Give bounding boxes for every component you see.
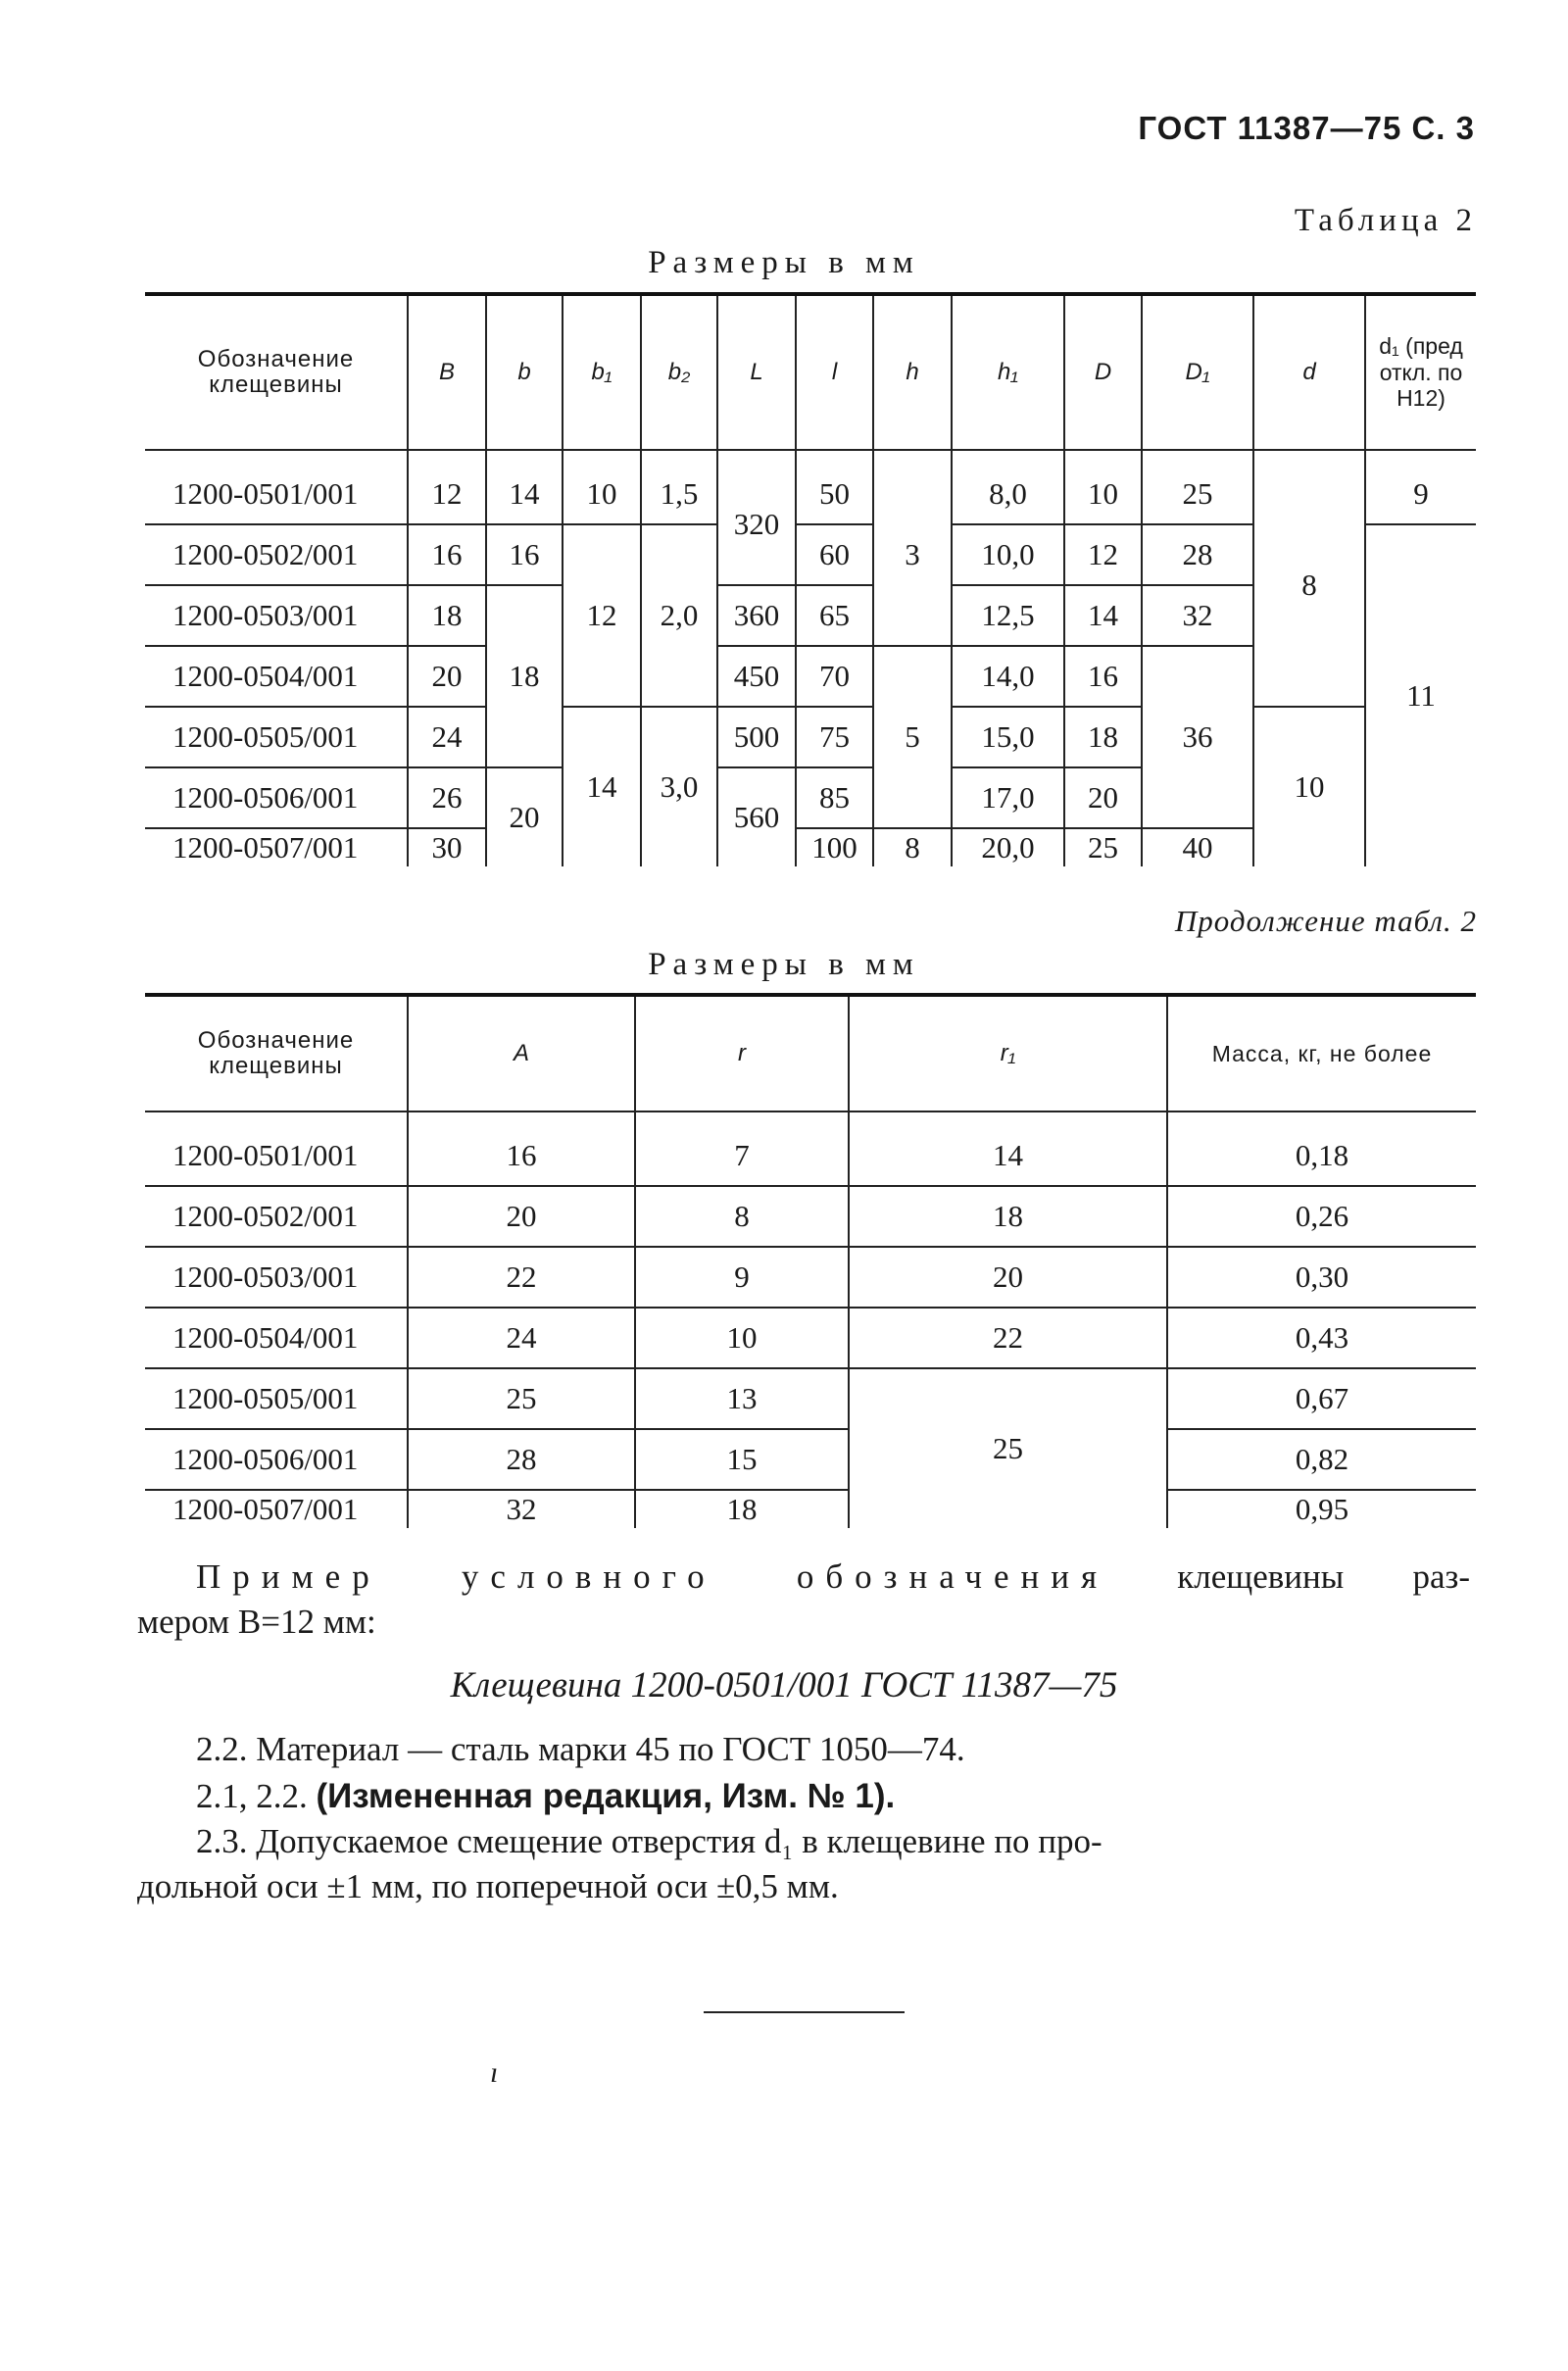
cell-r1: 14 bbox=[849, 1126, 1167, 1186]
cell-A: 28 bbox=[408, 1429, 635, 1490]
cell-D: 25 bbox=[1064, 828, 1142, 866]
cell-designation: 1200-0501/001 bbox=[145, 465, 408, 524]
cell-b2: 2,0 bbox=[641, 524, 717, 707]
footer-rule bbox=[704, 2011, 905, 2013]
cell-designation: 1200-0506/001 bbox=[145, 1429, 408, 1490]
cell-B: 20 bbox=[408, 646, 486, 707]
col-A: A bbox=[408, 995, 635, 1111]
cell-L: 450 bbox=[717, 646, 796, 707]
cell-l: 75 bbox=[796, 707, 873, 767]
cell-B: 18 bbox=[408, 585, 486, 646]
col-h1: h₁ bbox=[952, 294, 1064, 450]
col-D: D bbox=[1064, 294, 1142, 450]
clause-amended-note: (Измененная редакция, Изм. № 1). bbox=[316, 1777, 896, 1815]
cell-r1: 20 bbox=[849, 1247, 1167, 1308]
cell-B: 26 bbox=[408, 767, 486, 828]
cell-L: 360 bbox=[717, 585, 796, 646]
clause-amended-num: 2.1, 2.2. bbox=[196, 1777, 308, 1815]
table-label: Таблица 2 bbox=[1294, 203, 1477, 238]
cell-r: 13 bbox=[635, 1368, 849, 1429]
cell-h: 5 bbox=[873, 646, 952, 828]
col-designation: Обозначение клещевины bbox=[197, 345, 355, 398]
table-row bbox=[145, 1186, 1476, 1247]
cell-r: 7 bbox=[635, 1126, 849, 1186]
cell-r: 10 bbox=[635, 1308, 849, 1368]
cell-r: 15 bbox=[635, 1429, 849, 1490]
dimensions-table bbox=[145, 292, 1476, 866]
cell-b: 18 bbox=[486, 585, 563, 767]
cell-r1: 18 bbox=[849, 1186, 1167, 1247]
cell-A: 32 bbox=[408, 1490, 635, 1528]
cell-designation: 1200-0507/001 bbox=[172, 829, 359, 864]
table-row bbox=[145, 1429, 1476, 1490]
table-row bbox=[145, 1308, 1476, 1368]
cell-D1: 32 bbox=[1142, 585, 1253, 646]
cell-D: 10 bbox=[1064, 465, 1142, 524]
col-r1: r₁ bbox=[849, 995, 1167, 1111]
cell-mass: 0,43 bbox=[1167, 1308, 1476, 1368]
cell-r: 8 bbox=[635, 1186, 849, 1247]
cell-A: 25 bbox=[408, 1368, 635, 1429]
cell-B: 16 bbox=[408, 524, 486, 585]
cell-h1: 14,0 bbox=[952, 646, 1064, 707]
cell-A: 22 bbox=[408, 1247, 635, 1308]
cell-b: 20 bbox=[486, 767, 563, 866]
continuation-label: Продолжение табл. 2 bbox=[1174, 904, 1477, 938]
cell-designation: 1200-0502/001 bbox=[145, 1186, 408, 1247]
cell-h1: 15,0 bbox=[952, 707, 1064, 767]
cell-D: 18 bbox=[1064, 707, 1142, 767]
cell-b2: 1,5 bbox=[641, 465, 717, 524]
col-b: b bbox=[486, 294, 563, 450]
col-h: h bbox=[873, 294, 952, 450]
cell-h: 8 bbox=[873, 828, 952, 866]
cell-h1: 20,0 bbox=[952, 828, 1064, 866]
cell-designation: 1200-0503/001 bbox=[145, 1247, 408, 1308]
cell-designation: 1200-0505/001 bbox=[145, 1368, 408, 1429]
cell-b1: 14 bbox=[563, 707, 641, 866]
clause-2-3-line1: 2.3. Допускаемое смещение отверстия d₁ в клещевине по про- bbox=[196, 1822, 1102, 1860]
table-row bbox=[145, 1126, 1476, 1186]
example-intro-rest: клещевины раз- bbox=[1177, 1557, 1471, 1596]
col-b1: b₁ bbox=[563, 294, 641, 450]
cell-b2: 3,0 bbox=[641, 707, 717, 866]
cell-designation: 1200-0503/001 bbox=[145, 585, 408, 646]
cell-h1: 17,0 bbox=[952, 767, 1064, 828]
cell-h1: 8,0 bbox=[952, 465, 1064, 524]
cell-b1: 12 bbox=[563, 524, 641, 707]
col-d: d bbox=[1253, 294, 1365, 450]
cell-L: 320 bbox=[717, 465, 796, 585]
col-d1: d₁ (пред откл. по H12) bbox=[1365, 294, 1476, 450]
col-b2: b₂ bbox=[641, 294, 717, 450]
cell-l: 100 bbox=[796, 828, 873, 866]
col-mass: Масса, кг, не более bbox=[1167, 995, 1476, 1111]
cell-D1: 36 bbox=[1142, 646, 1253, 828]
cell-l: 50 bbox=[796, 465, 873, 524]
example-intro-line2: мером B=12 мм: bbox=[137, 1603, 376, 1641]
clause-amended bbox=[196, 1776, 1529, 1817]
cell-b1: 10 bbox=[563, 465, 641, 524]
cell-b: 16 bbox=[486, 524, 563, 585]
cell-l: 60 bbox=[796, 524, 873, 585]
clause-2-2: 2.2. Материал — сталь марки 45 по ГОСТ 1050—74. bbox=[196, 1730, 965, 1768]
cell-D: 16 bbox=[1064, 646, 1142, 707]
cell-D: 12 bbox=[1064, 524, 1142, 585]
cell-D: 14 bbox=[1064, 585, 1142, 646]
cell-mass: 0,26 bbox=[1167, 1186, 1476, 1247]
cell-L: 560 bbox=[717, 767, 796, 866]
cell-A: 20 bbox=[408, 1186, 635, 1247]
example-designation: Клещевина 1200-0501/001 ГОСТ 11387—75 bbox=[450, 1665, 1118, 1705]
cell-r1: 22 bbox=[849, 1308, 1167, 1368]
cell-d1: 9 bbox=[1365, 465, 1476, 524]
col-D1: D₁ bbox=[1142, 294, 1253, 450]
cell-designation: 1200-0504/001 bbox=[145, 1308, 408, 1368]
cell-B: 30 bbox=[408, 828, 486, 866]
footer-mark: ı bbox=[490, 2056, 499, 2089]
cell-designation: 1200-0504/001 bbox=[145, 646, 408, 707]
cell-D1: 40 bbox=[1142, 828, 1253, 866]
example-intro bbox=[196, 1556, 1470, 1598]
cell-l: 70 bbox=[796, 646, 873, 707]
table-units-cont: Размеры в мм bbox=[648, 947, 920, 982]
cell-d1: 11 bbox=[1365, 524, 1476, 866]
cell-designation: 1200-0506/001 bbox=[145, 767, 408, 828]
cell-B: 24 bbox=[408, 707, 486, 767]
cell-d: 8 bbox=[1253, 465, 1365, 707]
cell-A: 24 bbox=[408, 1308, 635, 1368]
cell-mass: 0,95 bbox=[1167, 1490, 1476, 1528]
cell-D1: 25 bbox=[1142, 465, 1253, 524]
cell-mass: 0,30 bbox=[1167, 1247, 1476, 1308]
example-intro-spaced: Пример условного обозначения bbox=[196, 1557, 1109, 1596]
cell-mass: 0,67 bbox=[1167, 1368, 1476, 1429]
cell-designation: 1200-0502/001 bbox=[145, 524, 408, 585]
cell-mass: 0,82 bbox=[1167, 1429, 1476, 1490]
cell-D1: 28 bbox=[1142, 524, 1253, 585]
col-r: r bbox=[635, 995, 849, 1111]
cell-designation: 1200-0505/001 bbox=[145, 707, 408, 767]
col-B: B bbox=[408, 294, 486, 450]
cell-designation: 1200-0507/001 bbox=[172, 1491, 359, 1526]
col-L: L bbox=[717, 294, 796, 450]
cell-h1: 12,5 bbox=[952, 585, 1064, 646]
clause-2-3-line2: дольной оси ±1 мм, по поперечной оси ±0,5 мм. bbox=[137, 1867, 839, 1905]
cell-d: 10 bbox=[1253, 707, 1365, 866]
cell-l: 85 bbox=[796, 767, 873, 828]
cell-b: 14 bbox=[486, 465, 563, 524]
table-row bbox=[145, 1368, 1476, 1429]
cell-A: 16 bbox=[408, 1126, 635, 1186]
cell-l: 65 bbox=[796, 585, 873, 646]
cell-h: 3 bbox=[873, 465, 952, 646]
table-units: Размеры в мм bbox=[648, 245, 920, 280]
cell-r1: 25 bbox=[849, 1368, 1167, 1528]
col-designation: Обозначение клещевины bbox=[197, 1026, 355, 1079]
cell-h1: 10,0 bbox=[952, 524, 1064, 585]
page-header: ГОСТ 11387—75 С. 3 bbox=[1138, 110, 1475, 146]
cell-designation: 1200-0501/001 bbox=[145, 1126, 408, 1186]
table-row bbox=[145, 1247, 1476, 1308]
col-l: l bbox=[796, 294, 873, 450]
table-row bbox=[145, 465, 1476, 524]
cell-r: 18 bbox=[635, 1490, 849, 1528]
cell-D: 20 bbox=[1064, 767, 1142, 828]
continuation-table bbox=[145, 993, 1476, 1528]
cell-L: 500 bbox=[717, 707, 796, 767]
cell-B: 12 bbox=[408, 465, 486, 524]
cell-r: 9 bbox=[635, 1247, 849, 1308]
table-row bbox=[145, 707, 1476, 767]
cell-mass: 0,18 bbox=[1167, 1126, 1476, 1186]
table-row bbox=[145, 1490, 1476, 1528]
